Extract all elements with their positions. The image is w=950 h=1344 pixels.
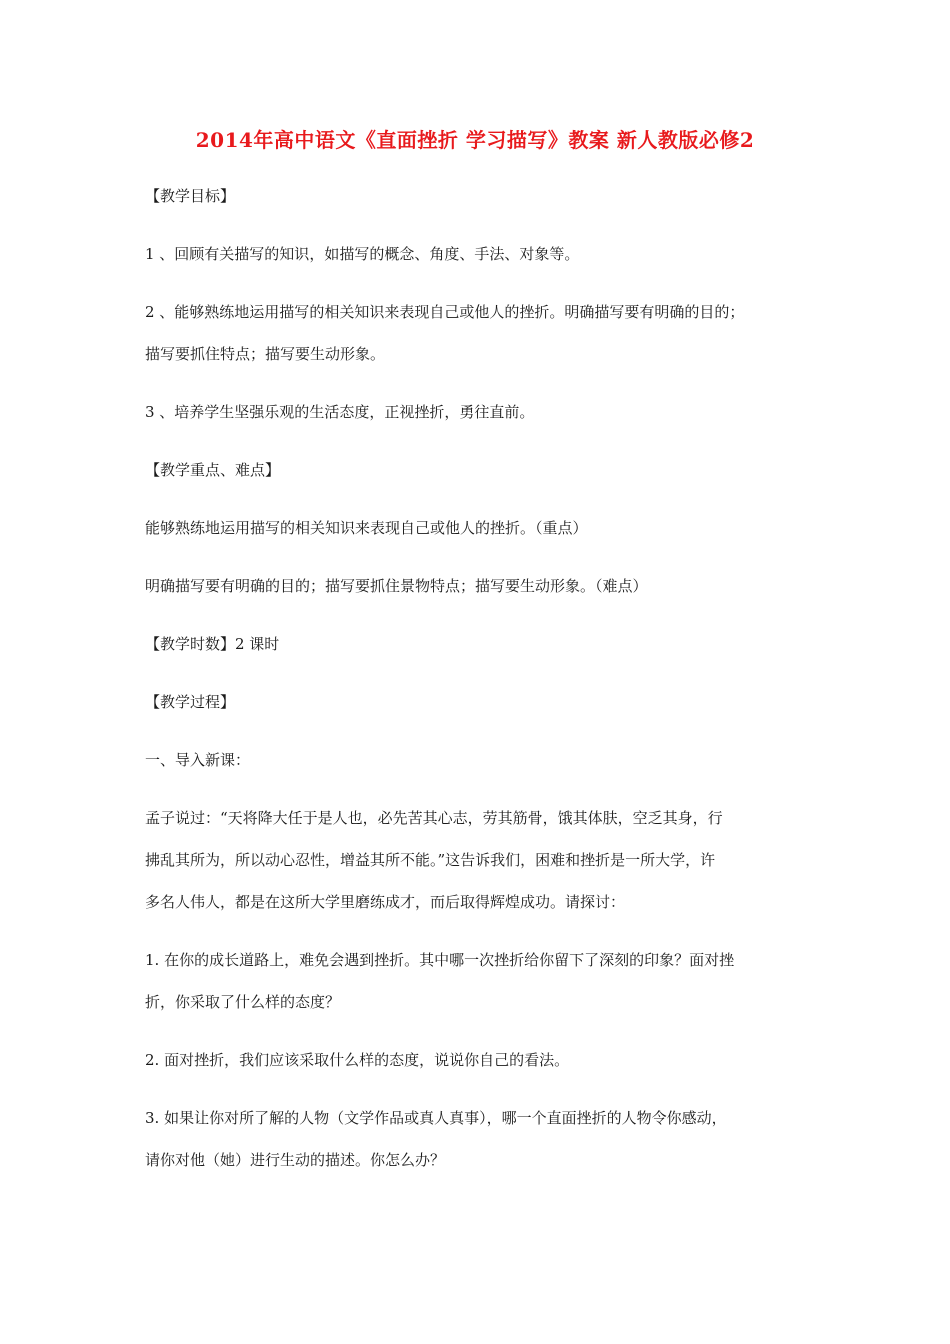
intro-paragraph-line-1: 孟子说过：“天将降大任于是人也，必先苦其心志，劳其筋骨，饿其体肤，空乏其身，行 [145,809,723,827]
intro-paragraph-line-3: 多名人伟人，都是在这所大学里磨练成才，而后取得辉煌成功。请探讨： [145,893,626,911]
key-point: 能够熟练地运用描写的相关知识来表现自己或他人的挫折。（重点） [145,519,588,537]
objective-1: 1 、回顾有关描写的知识，如描写的概念、角度、手法、对象等。 [145,245,580,263]
question-1-line-1: 1. 在你的成长道路上，难免会遇到挫折。其中哪一次挫折给你留下了深刻的印象？面对挫 [145,951,735,969]
document-title: 2014年高中语文《直面挫折 学习描写》教案 新人教版必修2 [195,128,755,152]
step-1-heading: 一、导入新课： [145,751,251,769]
section-heading-objectives: 【教学目标】 [145,187,236,205]
question-3-line-2: 请你对他（她）进行生动的描述。你怎么办？ [145,1151,446,1169]
section-heading-hours: 【教学时数】2 课时 [145,635,280,653]
section-heading-process: 【教学过程】 [145,693,236,711]
objective-3: 3 、培养学生坚强乐观的生活态度，正视挫折，勇往直前。 [145,403,535,421]
question-3-line-1: 3. 如果让你对所了解的人物（文学作品或真人真事），哪一个直面挫折的人物令你感动， [145,1109,727,1127]
objective-2-line-2: 描写要抓住特点；描写要生动形象。 [145,345,386,363]
section-heading-key-points: 【教学重点、难点】 [145,461,281,479]
difficult-point: 明确描写要有明确的目的；描写要抓住景物特点；描写要生动形象。（难点） [145,577,648,595]
intro-paragraph-line-2: 拂乱其所为，所以动心忍性，增益其所不能。”这告诉我们，困难和挫折是一所大学，许 [145,851,716,869]
question-2: 2. 面对挫折，我们应该采取什么样的态度，说说你自己的看法。 [145,1051,570,1069]
question-1-line-2: 折，你采取了什么样的态度？ [145,993,341,1011]
objective-2-line-1: 2 、能够熟练地运用描写的相关知识来表现自己或他人的挫折。明确描写要有明确的目的； [145,303,745,321]
